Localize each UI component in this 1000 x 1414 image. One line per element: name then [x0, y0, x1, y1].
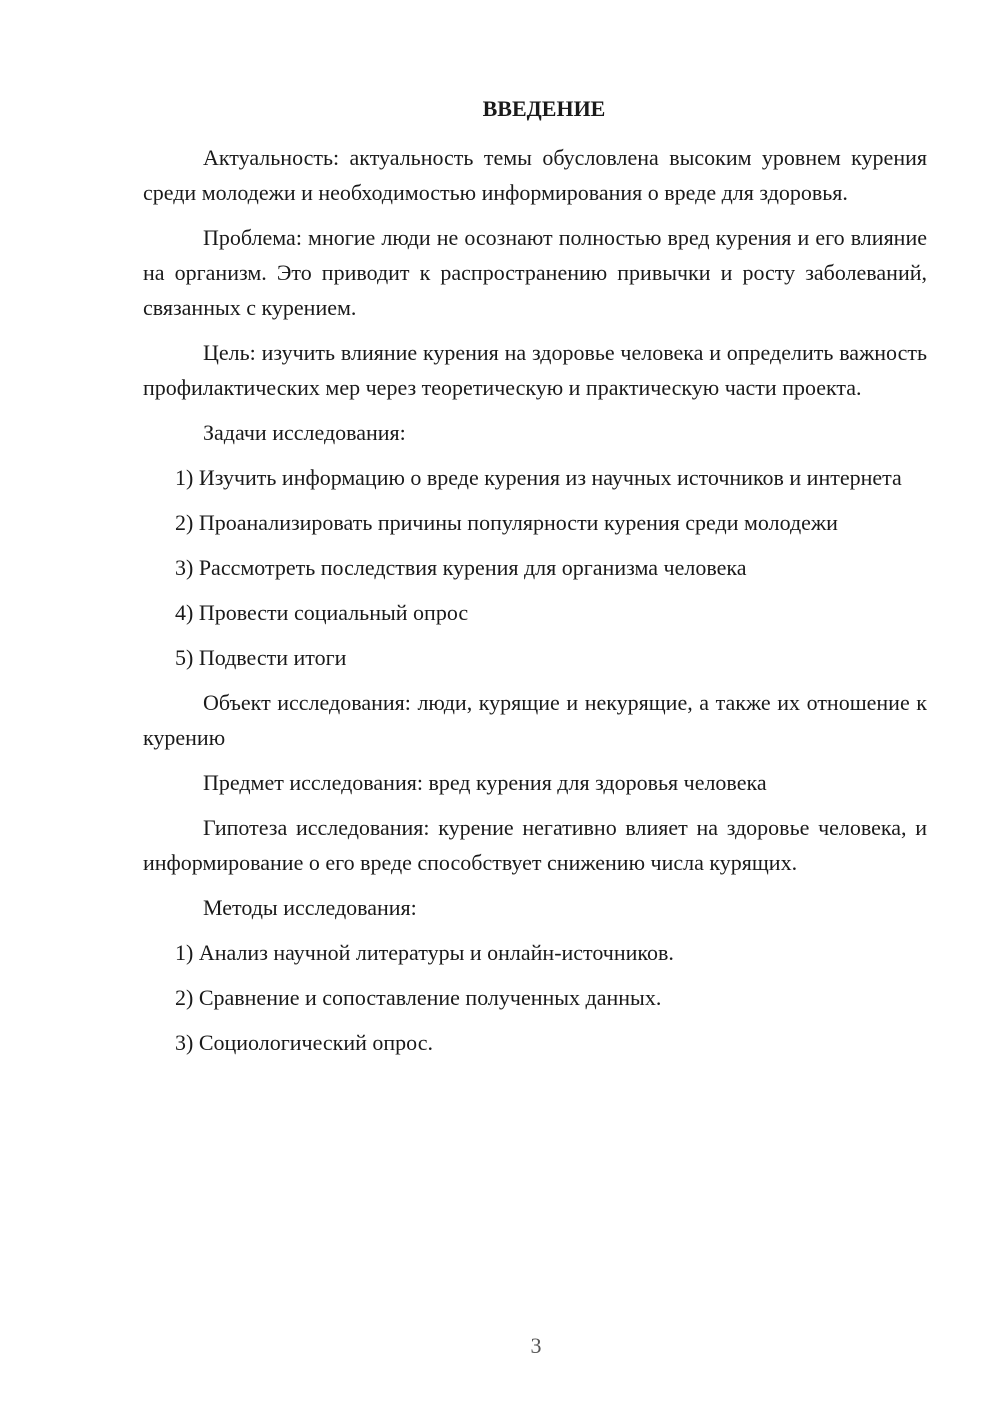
task-item: 4) Провести социальный опрос — [175, 600, 469, 625]
task-item: 3) Рассмотреть последствия курения для организма человека — [175, 555, 747, 580]
problem-paragraph: Проблема: многие люди не осознают полностью вред курения и его влияние на организм. Это приводит к распространению привычки и росту заболеваний, связанных с курением. — [143, 225, 927, 320]
object-paragraph: Объект исследования: люди, курящие и некурящие, а также их отношение к курению — [143, 690, 927, 750]
goal-paragraph: Цель: изучить влияние курения на здоровье человека и определить важность профилактических мер через теоретическую и практическую части проекта. — [143, 340, 927, 400]
method-item: 3) Социологический опрос. — [175, 1030, 433, 1055]
subject-paragraph: Предмет исследования: вред курения для здоровья человека — [203, 770, 767, 795]
task-item: 1) Изучить информацию о вреде курения из научных источников и интернета — [175, 465, 902, 490]
task-item: 2) Проанализировать причины популярности курения среди молодежи — [175, 510, 838, 535]
task-item: 5) Подвести итоги — [175, 645, 347, 670]
page-number: 3 — [530, 1333, 542, 1358]
tasks-heading: Задачи исследования: — [203, 420, 406, 445]
hypothesis-paragraph: Гипотеза исследования: курение негативно влияет на здоровье человека, и информирование о его вреде способствует снижению числа курящих. — [143, 815, 927, 875]
document-page — [143, 94, 927, 1070]
method-item: 2) Сравнение и сопоставление полученных данных. — [175, 985, 662, 1010]
method-item: 1) Анализ научной литературы и онлайн-источников. — [175, 940, 674, 965]
page-title: ВВЕДЕНИЕ — [482, 96, 606, 121]
relevance-paragraph: Актуальность: актуальность темы обусловлена высоким уровнем курения среди молодежи и необходимостью информирования о вреде для здоровья. — [143, 145, 927, 205]
methods-heading: Методы исследования: — [203, 895, 417, 920]
